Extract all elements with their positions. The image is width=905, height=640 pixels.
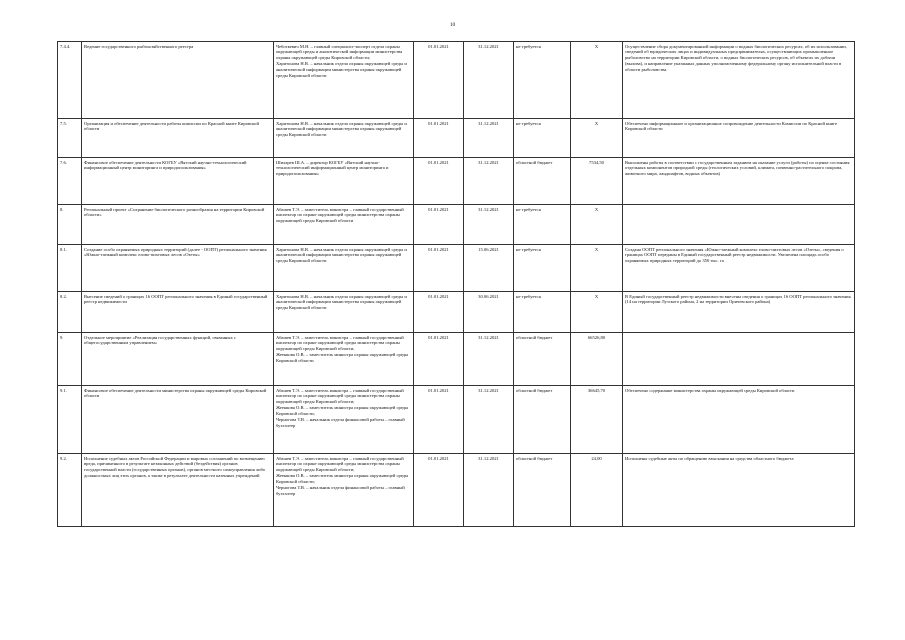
- funding-amount: 66526,80: [571, 333, 623, 386]
- expected-result: Осуществление сбора документированной информации о водных биологических ресурсах, об их использовании, сведений об юридических лицах и индивидуальных предпринимателях, осуществляющих промышленное рыболовство на территории Кировской области, о водных биологических ресурсов, об объектах их добычи (вылова), и направление указанных данных уполномоченному федеральному органу исполнительной власти в области рыболовства: [623, 42, 855, 119]
- executor-entry: Харитонова Н.В. – начальник отдела охраны окружающей среды и аналитической информации министерства охраны окружающей среды Кировской области: [276, 293, 407, 311]
- table-row: [58, 245, 855, 292]
- start-date: 01.01.2021: [414, 292, 464, 333]
- executor-entry: Черногова Т.В. – начальник отдела финансовой работы – главный бухгалтер: [276, 485, 405, 497]
- funding-source: областной бюджет: [514, 386, 571, 454]
- table-row: [58, 42, 855, 119]
- funding-source: не требуется: [514, 292, 571, 333]
- table-row: [58, 205, 855, 245]
- funding-amount: X: [571, 292, 623, 333]
- row-number: 9.1.: [58, 386, 82, 454]
- end-date: 31.12.2021: [464, 42, 514, 119]
- table-body: [58, 42, 855, 527]
- table-row: [58, 158, 855, 205]
- executor-entry: Жеенкова О.В. – заместитель министра охраны окружающей среды Кировской области: [276, 352, 409, 364]
- start-date: 01.01.2021: [414, 386, 464, 454]
- responsible-executors: [274, 386, 414, 454]
- executor-entry: Черногова Т.В. – начальник отдела финансовой работы – главный бухгалтер: [276, 417, 405, 429]
- funding-amount: 36645,70: [571, 386, 623, 454]
- expected-result: Создана ООПТ регионального значения «Южно-таежный комплекс елово-пихтовых лесов «Озеты», сведения о границах ООПТ переданы в Единый государственный реестр недвижимости. Увеличена площадь особо охраняемых природных территорий до 350 тыс. га: [623, 245, 855, 292]
- activity-title: Организация и обеспечение деятельности работы комиссии по Красной книге Кировской области: [82, 119, 274, 158]
- table-row: [58, 386, 855, 454]
- row-number: 9.: [58, 333, 82, 386]
- end-date: 30.06.2021: [464, 292, 514, 333]
- activity-title: Исполнение судебных актов Российской Федерации и мировых соглашений по возмещению вреда, причиненного в результате незаконных действий (бездействия) органов государственной власти (государственных органов), органов местного самоуправления либо должностных лиц этих органов, а также в результате деятельности казенных учреждений: [82, 454, 274, 527]
- start-date: 01.01.2021: [414, 119, 464, 158]
- end-date: 31.12.2021: [464, 119, 514, 158]
- executor-entry: Абашев Т.Э. – заместитель министра – главный государственный инспектор по охране окружающей среды министерства охраны окружающей среды Кировской области;: [276, 334, 404, 352]
- activity-title: Региональный проект «Сохранение биологического разнообразия на территории Кировской области»: [82, 205, 274, 245]
- funding-amount: X: [571, 205, 623, 245]
- executor-entry: Шихарев Ш.А. – директор КОГБУ «Вятский научно-технологический информационный центр мониторинга и природопользования»: [276, 159, 389, 177]
- responsible-executors: [274, 42, 414, 119]
- executor-entry: Чеботкевич М.Н. – главный специалист-эксперт отдела охраны окружающей среды и аналитической информации министерства охраны окружающей среды Кировской области;: [276, 43, 403, 61]
- end-date: 31.12.2021: [464, 333, 514, 386]
- executor-entry: Жеенкова О.В. – заместитель министра охраны окружающей среды Кировской области;: [276, 473, 409, 485]
- row-number: 7.5.: [58, 119, 82, 158]
- funding-source: не требуется: [514, 245, 571, 292]
- expected-result: Выполнены работы в соответствии с государственным заданием на оказание услуги (работы) по оценке состояния отдельных компонентов природной среды (геологических условий, климата, почвенно-растительного покрова, животного мира, ландшафтов, водных объектов): [623, 158, 855, 205]
- activity-title: Отдельное мероприятие «Реализация государственных функций, связанных с общегосударственным управлением»: [82, 333, 274, 386]
- expected-result: В Единый государственный реестр недвижимости внесены сведения о границах 16 ООПТ регионального значения (14 на территории Лузского района, 2 на территории Оричевского района): [623, 292, 855, 333]
- executor-entry: Харитонова Н.В. – начальник отдела охраны окружающей среды и аналитической информации министерства охраны окружающей среды Кировской области: [276, 120, 407, 138]
- page-number: 10: [449, 22, 456, 28]
- responsible-executors: [274, 333, 414, 386]
- row-number: 8.2.: [58, 292, 82, 333]
- start-date: 01.01.2021: [414, 454, 464, 527]
- funding-source: не требуется: [514, 119, 571, 158]
- funding-source: областной бюджет: [514, 454, 571, 527]
- funding-amount: X: [571, 119, 623, 158]
- responsible-executors: [274, 245, 414, 292]
- funding-amount: X: [571, 42, 623, 119]
- executor-entry: Харитонова Н.В. – начальник отдела охраны окружающей среды и аналитической информации министерства охраны окружающей среды Кировской области: [276, 61, 407, 79]
- start-date: 01.01.2021: [414, 245, 464, 292]
- end-date: 31.12.2021: [464, 205, 514, 245]
- expected-result: [623, 205, 855, 245]
- responsible-executors: [274, 158, 414, 205]
- executor-entry: Абашев Т.Э. – заместитель министра – главный государственный инспектор по охране окружающей среды министерства охраны окружающей среды Кировской области: [276, 206, 404, 224]
- activity-title: Создание особо охраняемых природных территорий (далее - ООПТ) регионального значения «Южно-таежный комплекс елово-пихтовых лесов «Озеты»: [82, 245, 274, 292]
- start-date: 01.01.2021: [414, 158, 464, 205]
- end-date: 31.12.2021: [464, 386, 514, 454]
- responsible-executors: [274, 292, 414, 333]
- activity-title: Финансовое обеспечение деятельности КОГБУ «Вятский научно-технологический информационный центр мониторинга и природопользования»: [82, 158, 274, 205]
- row-number: 8.: [58, 205, 82, 245]
- expected-result: [623, 333, 855, 386]
- activity-table: [57, 41, 855, 527]
- activity-title: Финансовое обеспечение деятельности министерства охраны окружающей среды Кировской области: [82, 386, 274, 454]
- funding-source: областной бюджет: [514, 158, 571, 205]
- executor-entry: Абашев Т.Э. – заместитель министра – главный государственный инспектор по охране окружающей среды министерства охраны окружающей среды Кировской области;: [276, 455, 404, 473]
- executor-entry: Жеенкова О.В. – заместитель министра охраны окружающей среды Кировской области;: [276, 405, 409, 417]
- funding-amount: X: [571, 245, 623, 292]
- row-number: 7.6.: [58, 158, 82, 205]
- funding-source: не требуется: [514, 205, 571, 245]
- end-date: 31.12.2021: [464, 454, 514, 527]
- row-number: 8.1.: [58, 245, 82, 292]
- executor-entry: Абашев Т.Э. – заместитель министра – главный государственный инспектор по охране окружающей среды министерства охраны окружающей среды Кировской области;: [276, 387, 404, 405]
- executor-entry: Харитонова Н.В. – начальник отдела охраны окружающей среды и аналитической информации министерства охраны окружающей среды Кировской области: [276, 246, 407, 264]
- expected-result: Обеспечено информационное и организационное сопровождение деятельности Комиссии по Красной книге Кировской области: [623, 119, 855, 158]
- activity-title: Ведение государственного рыбохозяйственного реестра: [82, 42, 274, 119]
- table-row: [58, 292, 855, 333]
- row-number: 7.4.4.: [58, 42, 82, 119]
- end-date: 15.06.2021: [464, 245, 514, 292]
- table-row: [58, 454, 855, 527]
- row-number: 9.2.: [58, 454, 82, 527]
- table-row: [58, 119, 855, 158]
- responsible-executors: [274, 205, 414, 245]
- responsible-executors: [274, 119, 414, 158]
- funding-amount: 7534,50: [571, 158, 623, 205]
- start-date: 01.01.2021: [414, 333, 464, 386]
- activity-title: Внесение сведений о границах 16 ООПТ регионального значения в Единый государственный реестр недвижимости: [82, 292, 274, 333]
- funding-source: областной бюджет: [514, 333, 571, 386]
- funding-amount: 24,00: [571, 454, 623, 527]
- expected-result: Исполнены судебные акты по обращению взыскания на средства областного бюджета: [623, 454, 855, 527]
- responsible-executors: [274, 454, 414, 527]
- start-date: 01.01.2021: [414, 42, 464, 119]
- start-date: 01.01.2021: [414, 205, 464, 245]
- table-row: [58, 333, 855, 386]
- end-date: 31.12.2021: [464, 158, 514, 205]
- funding-source: не требуется: [514, 42, 571, 119]
- expected-result: Обеспечено содержание министерства охраны окружающей среды Кировской области: [623, 386, 855, 454]
